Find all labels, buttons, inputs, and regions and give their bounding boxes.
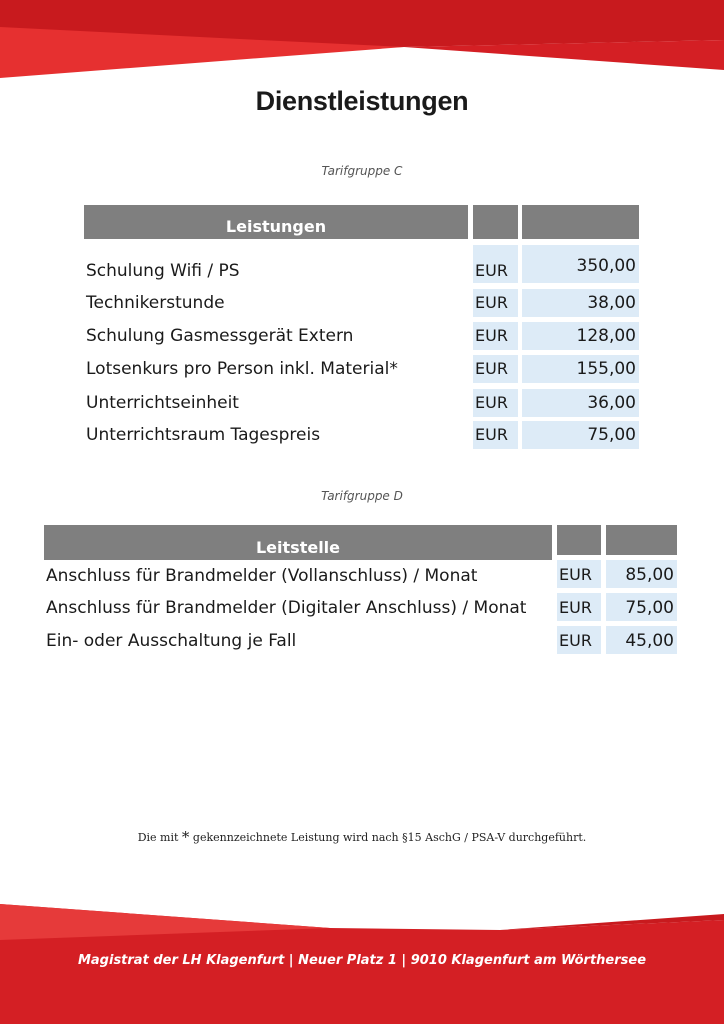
table-row-amount: 85,00	[606, 560, 677, 588]
table-row-amount: 36,00	[522, 389, 639, 417]
table-row-label: Technikerstunde	[86, 293, 225, 313]
tarif-d-label: Tarifgruppe D	[321, 489, 403, 503]
top-banner	[0, 0, 724, 80]
table-row-currency: EUR	[473, 389, 518, 417]
leistungen-header: Leistungen	[84, 205, 468, 239]
table-row-currency: EUR	[473, 245, 518, 283]
footnote-prefix: Die mit	[137, 831, 179, 844]
currency-header	[557, 525, 601, 555]
table-row-label: Unterrichtsraum Tagespreis	[86, 425, 321, 445]
page-title: Dienstleistungen	[255, 86, 469, 116]
footnote	[0, 828, 724, 846]
table-row-currency: EUR	[557, 593, 601, 621]
table-row-label: Anschluss für Brandmelder (Vollanschluss) / Monat	[46, 566, 478, 586]
table-row-currency: EUR	[557, 626, 601, 654]
tarif-c-label: Tarifgruppe C	[321, 164, 403, 178]
table-row-label: Schulung Wifi / PS	[86, 261, 240, 281]
table-row-currency: EUR	[473, 355, 518, 383]
leitstelle-header: Leitstelle	[44, 525, 552, 560]
table-row-currency: EUR	[473, 421, 518, 449]
amount-header	[606, 525, 677, 555]
table-row-amount: 350,00	[522, 245, 639, 283]
table-row-currency: EUR	[473, 289, 518, 317]
amount-header	[522, 205, 639, 239]
table-row-amount: 75,00	[606, 593, 677, 621]
table-row-label: Unterrichtseinheit	[86, 393, 239, 413]
table-row-label: Schulung Gasmessgerät Extern	[86, 326, 354, 346]
table-row-amount: 155,00	[522, 355, 639, 383]
footnote-star: *	[181, 828, 190, 846]
table-row-amount: 75,00	[522, 421, 639, 449]
table-row-amount: 128,00	[522, 322, 639, 350]
table-row-label: Ein- oder Ausschaltung je Fall	[46, 631, 297, 651]
table-row-currency: EUR	[473, 322, 518, 350]
table-row-label: Anschluss für Brandmelder (Digitaler Anschluss) / Monat	[46, 598, 527, 618]
table-row-currency: EUR	[557, 560, 601, 588]
table-row-label: Lotsenkurs pro Person inkl. Material*	[86, 359, 398, 379]
footnote-text: gekennzeichnete Leistung wird nach §15 AschG / PSA-V durchgeführt.	[192, 831, 587, 844]
table-row-amount: 38,00	[522, 289, 639, 317]
footer-address: Magistrat der LH Klagenfurt | Neuer Platz 1 | 9010 Klagenfurt am Wörthersee	[77, 953, 647, 968]
currency-header	[473, 205, 518, 239]
table-row-amount: 45,00	[606, 626, 677, 654]
